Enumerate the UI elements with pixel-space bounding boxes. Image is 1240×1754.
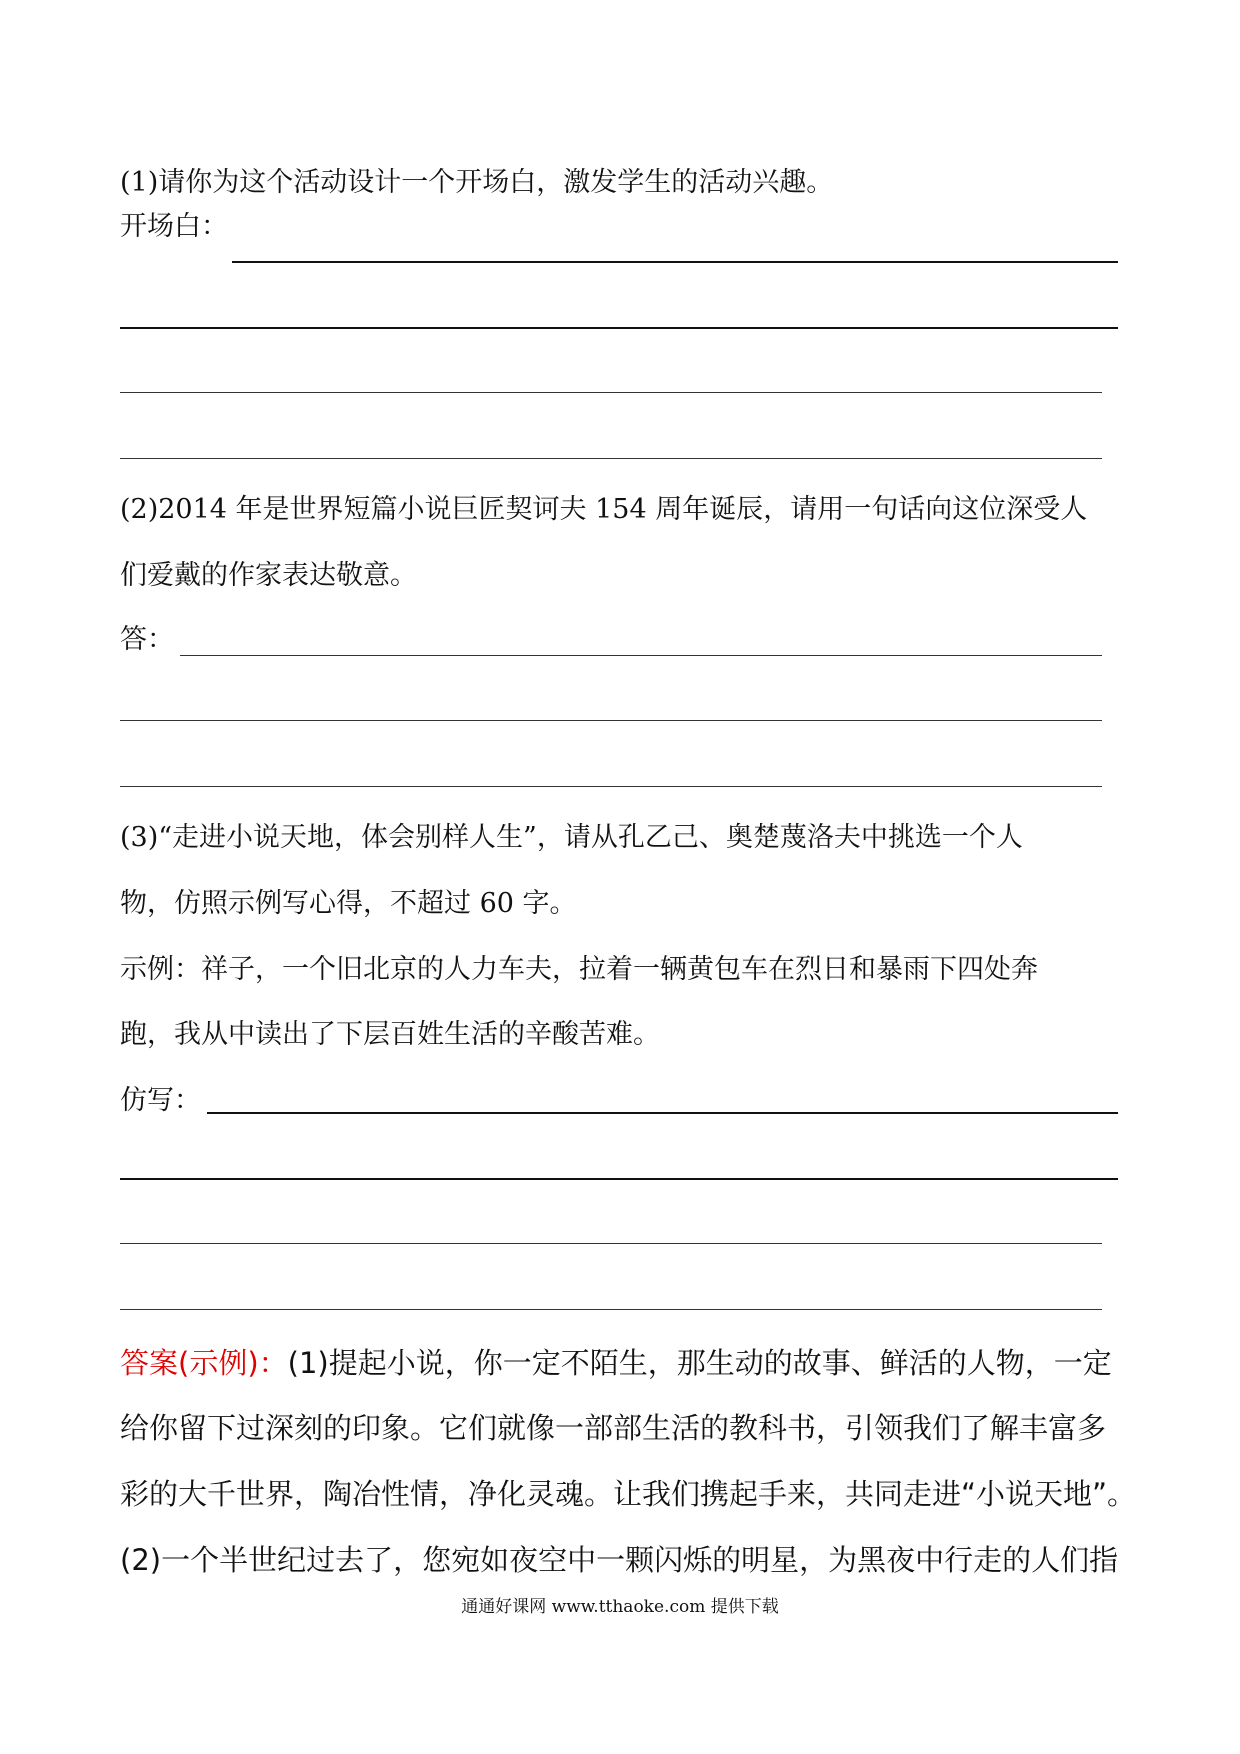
imitation-label: 仿写：	[120, 1085, 201, 1116]
example-line2: 跑，我从中读出了下层百姓生活的辛酸苦难。	[120, 1019, 660, 1050]
answer-heading: 答案(示例)：	[120, 1346, 288, 1380]
question-2-prompt-line2: 们爱戴的作家表达敬意。	[120, 560, 417, 591]
answer-line[interactable]	[180, 655, 1102, 656]
answer-text: (1)提起小说，你一定不陌生，那生动的故事、鲜活的人物，一定	[287, 1346, 1112, 1380]
answer-line[interactable]	[120, 327, 1118, 329]
answer-line[interactable]	[120, 1178, 1118, 1180]
answer-paragraph-line4: (2)一个半世纪过去了，您宛如夜空中一颗闪烁的明星，为黑夜中行走的人们指	[120, 1543, 1119, 1577]
answer-line[interactable]	[120, 392, 1102, 393]
answer-line[interactable]	[120, 786, 1102, 787]
answer-label: 答：	[120, 624, 174, 655]
example-line1: 示例：祥子，一个旧北京的人力车夫，拉着一辆黄包车在烈日和暴雨下四处奔	[120, 954, 1038, 985]
answer-paragraph-line3: 彩的大千世界，陶冶性情，净化灵魂。让我们携起手来，共同走进“小说天地”。	[120, 1477, 1137, 1511]
question-2-prompt-line1: (2)2014 年是世界短篇小说巨匠契诃夫 154 周年诞辰，请用一句话向这位深受人	[120, 494, 1088, 525]
opening-label: 开场白：	[120, 211, 228, 242]
answer-line[interactable]	[207, 1112, 1118, 1114]
question-1-prompt: (1)请你为这个活动设计一个开场白，激发学生的活动兴趣。	[120, 167, 834, 198]
question-3-prompt-line2: 物，仿照示例写心得，不超过 60 字。	[120, 888, 577, 919]
answer-line[interactable]	[120, 1243, 1102, 1244]
answer-line[interactable]	[232, 261, 1118, 263]
answer-line[interactable]	[120, 1309, 1102, 1310]
answer-line[interactable]	[120, 458, 1102, 459]
page-footer: 通通好课网 www.tthaoke.com 提供下载	[461, 1597, 779, 1617]
answer-paragraph-line1	[120, 1343, 1112, 1383]
answer-line[interactable]	[120, 720, 1102, 721]
question-3-prompt-line1: (3)“走进小说天地，体会别样人生”，请从孔乙己、奥楚蔑洛夫中挑选一个人	[120, 822, 1023, 853]
answer-paragraph-line2: 给你留下过深刻的印象。它们就像一部部生活的教科书，引领我们了解丰富多	[120, 1411, 1107, 1445]
